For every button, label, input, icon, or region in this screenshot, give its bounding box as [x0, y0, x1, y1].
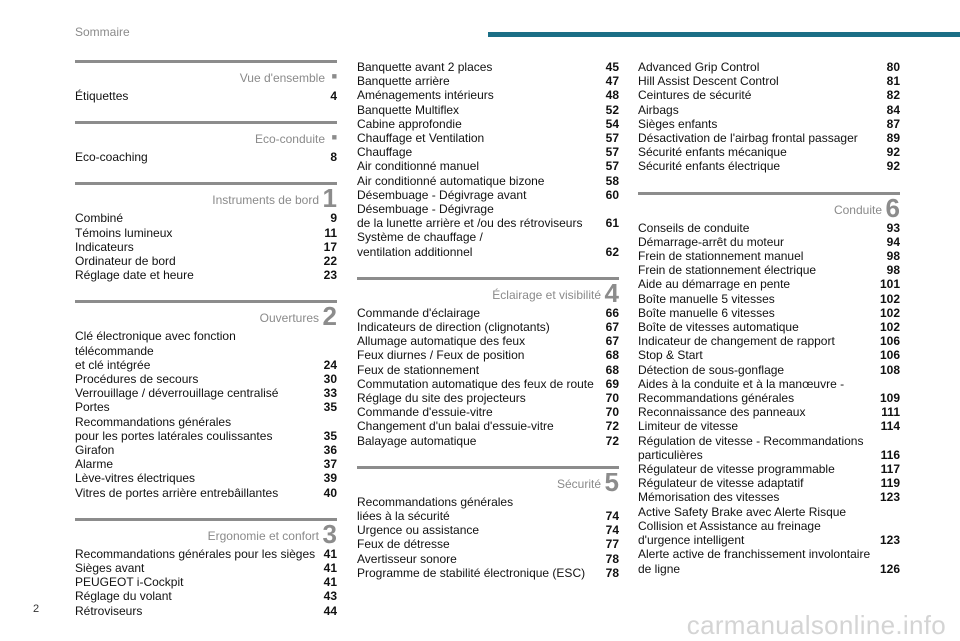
toc-entry[interactable]: [638, 263, 900, 277]
toc-entry[interactable]: [638, 306, 900, 320]
toc-entry-label: Réglage du volant: [75, 589, 172, 604]
toc-entry[interactable]: [75, 89, 337, 103]
toc-entry-page: 81: [886, 74, 900, 89]
toc-entry-label: Indicateurs: [75, 239, 134, 254]
toc-entry[interactable]: [638, 363, 900, 377]
toc-entry-page: 70: [605, 405, 619, 420]
toc-entry[interactable]: [638, 348, 900, 362]
section-number: 3: [322, 518, 337, 549]
toc-entry-label: Boîte manuelle 6 vitesses: [638, 305, 775, 320]
toc-entry[interactable]: [638, 103, 900, 117]
toc-entry-label: Rétroviseurs: [75, 603, 143, 618]
toc-entry-label: Portes: [75, 400, 110, 415]
toc-entry-page: 98: [886, 249, 900, 264]
toc-entry-label: Réglage date et heure: [75, 268, 194, 283]
toc-entry-page: 119: [880, 476, 900, 491]
toc-entry-label: Désembuage - Dégivrage avant: [357, 187, 527, 202]
toc-entry[interactable]: [75, 329, 337, 372]
section-header: [75, 518, 337, 547]
toc-entry-label: Régulation de vitesse - Recommandations particulières: [638, 433, 864, 462]
toc-entry-page: 102: [879, 320, 900, 335]
toc-entry-label: Combiné: [75, 211, 124, 226]
toc-entry-label: Indicateur de changement de rapport: [638, 334, 835, 349]
toc-entry-label: Avertisseur sonore: [357, 551, 457, 566]
toc-entry-page: 69: [605, 376, 619, 391]
toc-entry[interactable]: [357, 320, 619, 334]
toc-entry[interactable]: [75, 226, 337, 240]
toc-entry-label: Recommandations générales pour les sièges: [75, 546, 316, 561]
toc-entry[interactable]: [357, 537, 619, 551]
toc-entry-page: 22: [323, 254, 337, 269]
toc-entry-label: PEUGEOT i-Cockpit: [75, 575, 184, 590]
toc-entry-page: 54: [605, 116, 619, 131]
toc-entry[interactable]: [638, 221, 900, 235]
toc-entry-label: Feux de stationnement: [357, 362, 480, 377]
toc-entry[interactable]: [75, 486, 337, 500]
toc-entry-page: 41: [323, 561, 337, 576]
toc-entry[interactable]: [638, 88, 900, 102]
toc-entry-page: 72: [605, 433, 619, 448]
toc-entry[interactable]: [638, 74, 900, 88]
toc-entry[interactable]: [357, 88, 619, 102]
toc-entry-label: Alarme: [75, 457, 114, 472]
toc-entry[interactable]: [638, 131, 900, 145]
toc-entry-label: Frein de stationnement manuel: [638, 249, 804, 264]
toc-entry[interactable]: [638, 320, 900, 334]
toc-entry-page: 77: [605, 537, 619, 552]
toc-entry-page: 117: [880, 462, 900, 477]
toc-entry-label: Démarrage-arrêt du moteur: [638, 234, 785, 249]
toc-entry[interactable]: [357, 174, 619, 188]
toc-entry[interactable]: [75, 372, 337, 386]
toc-item-list: [75, 89, 337, 103]
toc-entry[interactable]: [638, 419, 900, 433]
toc-entry-label: Allumage automatique des feux: [357, 334, 526, 349]
toc-entry-label: Système de chauffage / ventilation additionnel: [357, 230, 483, 259]
toc-entry[interactable]: [357, 306, 619, 320]
toc-entry[interactable]: [638, 490, 900, 504]
toc-entry-label: Cabine approfondie: [357, 116, 462, 131]
toc-entry-label: Alerte active de franchissement involontaire de ligne: [638, 547, 871, 576]
toc-entry-label: Feux diurnes / Feux de position: [357, 348, 525, 363]
toc-entry-page: 41: [323, 546, 337, 561]
toc-entry-page: 61: [605, 216, 619, 231]
toc-entry-page: 84: [886, 102, 900, 117]
toc-entry[interactable]: [638, 462, 900, 476]
toc-entry-page: 94: [886, 234, 900, 249]
toc-entry-page: 92: [886, 159, 900, 174]
toc-entry-label: Sécurité enfants mécanique: [638, 145, 787, 160]
toc-entry[interactable]: [357, 523, 619, 537]
toc-entry-page: 66: [605, 305, 619, 320]
toc-entry-label: Régulateur de vitesse adaptatif: [638, 476, 804, 491]
toc-entry-page: 39: [323, 471, 337, 486]
toc-entry-label: Lève-vitres électriques: [75, 471, 196, 486]
toc-entry[interactable]: [638, 334, 900, 348]
toc-entry-label: Sécurité enfants électrique: [638, 159, 781, 174]
toc-entry-label: Boîte manuelle 5 vitesses: [638, 291, 775, 306]
toc-entry-page: 67: [605, 334, 619, 349]
toc-entry-label: Aides à la conduite et à la manœuvre - Recommandations générales: [638, 376, 845, 406]
toc-entry[interactable]: [638, 405, 900, 419]
toc-entry-page: 17: [323, 239, 337, 254]
toc-entry-page: 106: [879, 348, 900, 363]
toc-entry-label: Commutation automatique des feux de route: [357, 376, 594, 391]
toc-entry[interactable]: [638, 159, 900, 173]
toc-entry[interactable]: [357, 495, 619, 523]
toc-entry-label: Reconnaissance des panneaux: [638, 405, 806, 420]
toc-entry[interactable]: [357, 103, 619, 117]
toc-entry-page: 80: [886, 60, 900, 74]
toc-entry-label: Hill Assist Descent Control: [638, 74, 779, 89]
toc-entry[interactable]: [638, 476, 900, 490]
section-title: Ergonomie et confort: [207, 528, 319, 543]
toc-entry-label: Frein de stationnement électrique: [638, 263, 817, 278]
toc-entry-label: Procédures de secours: [75, 372, 199, 387]
toc-entry-page: 78: [605, 565, 619, 580]
toc-column-1: [75, 60, 337, 636]
section-number: 2: [322, 301, 337, 332]
toc-entry-page: 62: [605, 244, 619, 259]
toc-item-list: [75, 329, 337, 499]
toc-entry-page: 43: [323, 589, 337, 604]
toc-entry[interactable]: [357, 377, 619, 391]
toc-entry-page: 57: [605, 131, 619, 146]
toc-entry-page: 108: [879, 362, 900, 377]
toc-entry-page: 9: [330, 211, 337, 226]
toc-item-list: [75, 211, 337, 282]
toc-entry[interactable]: [75, 575, 337, 589]
toc-entry-page: 98: [886, 263, 900, 278]
toc-entry-page: 35: [323, 428, 337, 443]
toc-entry-page: 92: [886, 145, 900, 160]
toc-entry[interactable]: [357, 552, 619, 566]
toc-entry-label: Banquette Multiflex: [357, 102, 460, 117]
toc-entry-page: 23: [323, 268, 337, 283]
toc-entry-label: Advanced Grip Control: [638, 60, 760, 74]
toc-entry-page: 70: [605, 391, 619, 406]
toc-column-2: [357, 60, 619, 598]
toc-entry-label: Feux de détresse: [357, 537, 450, 552]
header-accent-bar: [488, 32, 960, 37]
toc-entry-page: 36: [323, 443, 337, 458]
toc-entry-page: 4: [330, 89, 337, 103]
toc-entry[interactable]: [357, 188, 619, 202]
toc-entry-label: Recommandations générales pour les portes latérales coulissantes: [75, 414, 273, 443]
toc-entry[interactable]: [357, 391, 619, 405]
toc-entry[interactable]: [75, 471, 337, 485]
toc-entry-label: Changement d'un balai d'essuie-vitre: [357, 419, 554, 434]
toc-entry-page: 35: [323, 400, 337, 415]
section-header: [75, 60, 337, 89]
toc-entry[interactable]: [357, 60, 619, 74]
toc-entry-label: Sièges avant: [75, 561, 145, 576]
toc-entry[interactable]: [75, 443, 337, 457]
section-number: 6: [885, 192, 900, 223]
toc-entry[interactable]: [357, 363, 619, 377]
section-header: [357, 466, 619, 495]
toc-entry-label: Commande d'essuie-vitre: [357, 405, 493, 420]
toc-entry-page: 74: [605, 523, 619, 538]
toc-entry-page: 40: [323, 485, 337, 500]
toc-entry-page: 47: [605, 74, 619, 89]
toc-entry-label: Réglage du site des projecteurs: [357, 391, 526, 406]
section-header: [75, 300, 337, 332]
toc-entry-label: Eco-coaching: [75, 150, 148, 165]
section-header: [638, 192, 900, 221]
toc-item-list: [357, 60, 619, 259]
toc-entry[interactable]: [75, 415, 337, 443]
toc-entry[interactable]: [638, 145, 900, 159]
toc-entry[interactable]: [357, 74, 619, 88]
toc-entry-page: 102: [879, 305, 900, 320]
toc-item-list: [638, 60, 900, 174]
toc-entry[interactable]: [75, 457, 337, 471]
toc-item-list: [75, 150, 337, 164]
toc-entry-page: 8: [330, 150, 337, 165]
toc-entry[interactable]: [75, 386, 337, 400]
toc-entry-label: Active Safety Brake avec Alerte Risque Collision et Assistance au freinage d'urgence intelligent: [638, 504, 847, 548]
toc-entry-label: Recommandations générales liées à la sécurité: [357, 494, 514, 524]
toc-entry[interactable]: [357, 334, 619, 348]
toc-entry-label: Désactivation de l'airbag frontal passager: [638, 131, 858, 146]
page-header-title: Sommaire: [75, 25, 130, 39]
toc-item-list: [357, 306, 619, 448]
section-number: 5: [604, 466, 619, 497]
toc-item-list: [357, 495, 619, 580]
toc-entry[interactable]: [638, 547, 900, 575]
toc-entry-page: 123: [879, 533, 900, 548]
toc-entry[interactable]: [357, 434, 619, 448]
toc-entry[interactable]: [357, 145, 619, 159]
toc-entry-page: 48: [605, 88, 619, 103]
toc-entry-label: Commande d'éclairage: [357, 305, 481, 320]
toc-entry-page: 68: [605, 348, 619, 363]
section-header: [75, 121, 337, 150]
toc-entry[interactable]: [357, 419, 619, 433]
toc-entry-page: 82: [886, 88, 900, 103]
toc-entry[interactable]: [75, 589, 337, 603]
section-title: Eco-conduite: [254, 132, 325, 147]
toc-entry-label: Ceintures de sécurité: [638, 88, 752, 103]
toc-entry[interactable]: [75, 150, 337, 164]
toc-entry-page: 33: [323, 386, 337, 401]
section-title: Instruments de bord: [212, 193, 319, 208]
toc-entry-label: Banquette avant 2 places: [357, 60, 493, 74]
toc-entry-label: Sièges enfants: [638, 116, 718, 131]
toc-entry[interactable]: [638, 434, 900, 462]
toc-entry-page: 58: [605, 173, 619, 188]
toc-entry-label: Désembuage - Dégivrage de la lunette arrière et /ou des rétroviseurs: [357, 202, 583, 231]
toc-entry-label: Girafon: [75, 443, 115, 458]
toc-entry-label: Mémorisation des vitesses: [638, 490, 780, 505]
toc-entry[interactable]: [638, 117, 900, 131]
toc-entry[interactable]: [75, 254, 337, 268]
page-number: 2: [33, 603, 40, 615]
toc-entry-label: Aménagements intérieurs: [357, 88, 494, 103]
toc-entry[interactable]: [638, 277, 900, 291]
toc-entry-page: 123: [879, 490, 900, 505]
toc-entry-label: Air conditionné manuel: [357, 159, 480, 174]
toc-entry-page: 30: [323, 372, 337, 387]
toc-entry[interactable]: [357, 159, 619, 173]
toc-entry[interactable]: [357, 202, 619, 230]
toc-entry-page: 72: [605, 419, 619, 434]
toc-entry-page: 57: [605, 159, 619, 174]
toc-entry-label: Témoins lumineux: [75, 225, 173, 240]
toc-entry-label: Balayage automatique: [357, 433, 477, 448]
section-title: Sécurité: [556, 476, 601, 491]
section-header: [357, 277, 619, 306]
toc-entry-page: 109: [879, 391, 900, 406]
toc-entry-label: Airbags: [638, 102, 679, 117]
section-number: 1: [322, 183, 337, 214]
toc-entry-page: 11: [324, 225, 337, 240]
toc-item-list: [75, 547, 337, 618]
toc-column-3: [638, 60, 900, 594]
section-number: ■: [331, 71, 337, 81]
section-title: Vue d'ensemble: [239, 71, 325, 85]
toc-entry[interactable]: [357, 131, 619, 145]
toc-entry[interactable]: [357, 566, 619, 580]
toc-entry[interactable]: [75, 268, 337, 282]
toc-entry[interactable]: [638, 505, 900, 548]
toc-entry-page: 52: [605, 102, 619, 117]
toc-entry[interactable]: [357, 230, 619, 258]
toc-entry-label: Urgence ou assistance: [357, 523, 480, 538]
toc-entry-page: 41: [323, 575, 337, 590]
toc-entry-label: Indicateurs de direction (clignotants): [357, 320, 550, 335]
toc-entry-page: 78: [605, 551, 619, 566]
toc-entry-label: Chauffage: [357, 145, 413, 160]
toc-entry-label: Stop & Start: [638, 348, 703, 363]
toc-entry[interactable]: [638, 292, 900, 306]
toc-entry-label: Verrouillage / déverrouillage centralisé: [75, 386, 279, 401]
toc-entry-label: Clé électronique avec fonction télécommande et clé intégrée: [75, 329, 236, 372]
toc-entry[interactable]: [75, 240, 337, 254]
section-title: Conduite: [833, 202, 882, 217]
toc-entry-label: Air conditionné automatique bizone: [357, 173, 545, 188]
toc-entry-label: Banquette arrière: [357, 74, 450, 89]
toc-entry-page: 106: [879, 334, 900, 349]
toc-entry-page: 87: [886, 116, 900, 131]
toc-entry[interactable]: [75, 604, 337, 618]
toc-entry-label: Ordinateur de bord: [75, 254, 176, 269]
toc-entry-label: Limiteur de vitesse: [638, 419, 739, 434]
toc-entry-page: 44: [323, 603, 337, 618]
toc-entry-page: 24: [323, 357, 337, 372]
section-header: [75, 182, 337, 214]
toc-entry-label: Régulateur de vitesse programmable: [638, 462, 835, 477]
toc-entry-page: 89: [886, 131, 900, 146]
toc-entry-label: Étiquettes: [75, 89, 129, 103]
toc-entry-label: Vitres de portes arrière entrebâillantes: [75, 485, 279, 500]
toc-entry[interactable]: [357, 348, 619, 362]
toc-entry-label: Chauffage et Ventilation: [357, 131, 485, 146]
toc-entry-label: Programme de stabilité électronique (ESC): [357, 565, 586, 580]
watermark: carmanualsonline.info: [686, 610, 946, 640]
toc-entry[interactable]: [638, 235, 900, 249]
toc-entry-page: 37: [323, 457, 337, 472]
toc-entry[interactable]: [75, 547, 337, 561]
section-number: ■: [331, 132, 337, 143]
section-title: Ouvertures: [259, 311, 319, 326]
toc-entry-page: 67: [605, 320, 619, 335]
section-title: Éclairage et visibilité: [492, 287, 601, 302]
toc-entry-page: 74: [605, 509, 619, 524]
toc-entry[interactable]: [357, 117, 619, 131]
toc-entry-page: 60: [605, 187, 619, 202]
toc-entry-page: 102: [879, 291, 900, 306]
toc-entry[interactable]: [75, 561, 337, 575]
toc-item-list: [638, 221, 900, 576]
toc-entry-page: 57: [605, 145, 619, 160]
toc-entry-page: 116: [880, 447, 900, 462]
toc-entry-page: 114: [880, 419, 900, 434]
toc-entry-label: Boîte de vitesses automatique: [638, 320, 799, 335]
toc-entry-page: 101: [879, 277, 900, 292]
toc-entry[interactable]: [638, 377, 900, 405]
toc-entry-label: Conseils de conduite: [638, 220, 750, 235]
toc-entry-label: Aide au démarrage en pente: [638, 277, 791, 292]
toc-entry-page: 93: [886, 220, 900, 235]
section-number: 4: [604, 277, 619, 308]
toc-entry[interactable]: [357, 405, 619, 419]
toc-entry-page: 111: [881, 405, 900, 420]
toc-entry-page: 68: [605, 362, 619, 377]
toc-entry[interactable]: [75, 211, 337, 225]
toc-entry-page: 126: [879, 561, 900, 576]
toc-entry[interactable]: [638, 60, 900, 74]
toc-entry-page: 45: [605, 60, 619, 74]
toc-entry[interactable]: [75, 400, 337, 414]
toc-entry-label: Détection de sous-gonflage: [638, 362, 785, 377]
toc-entry[interactable]: [638, 249, 900, 263]
